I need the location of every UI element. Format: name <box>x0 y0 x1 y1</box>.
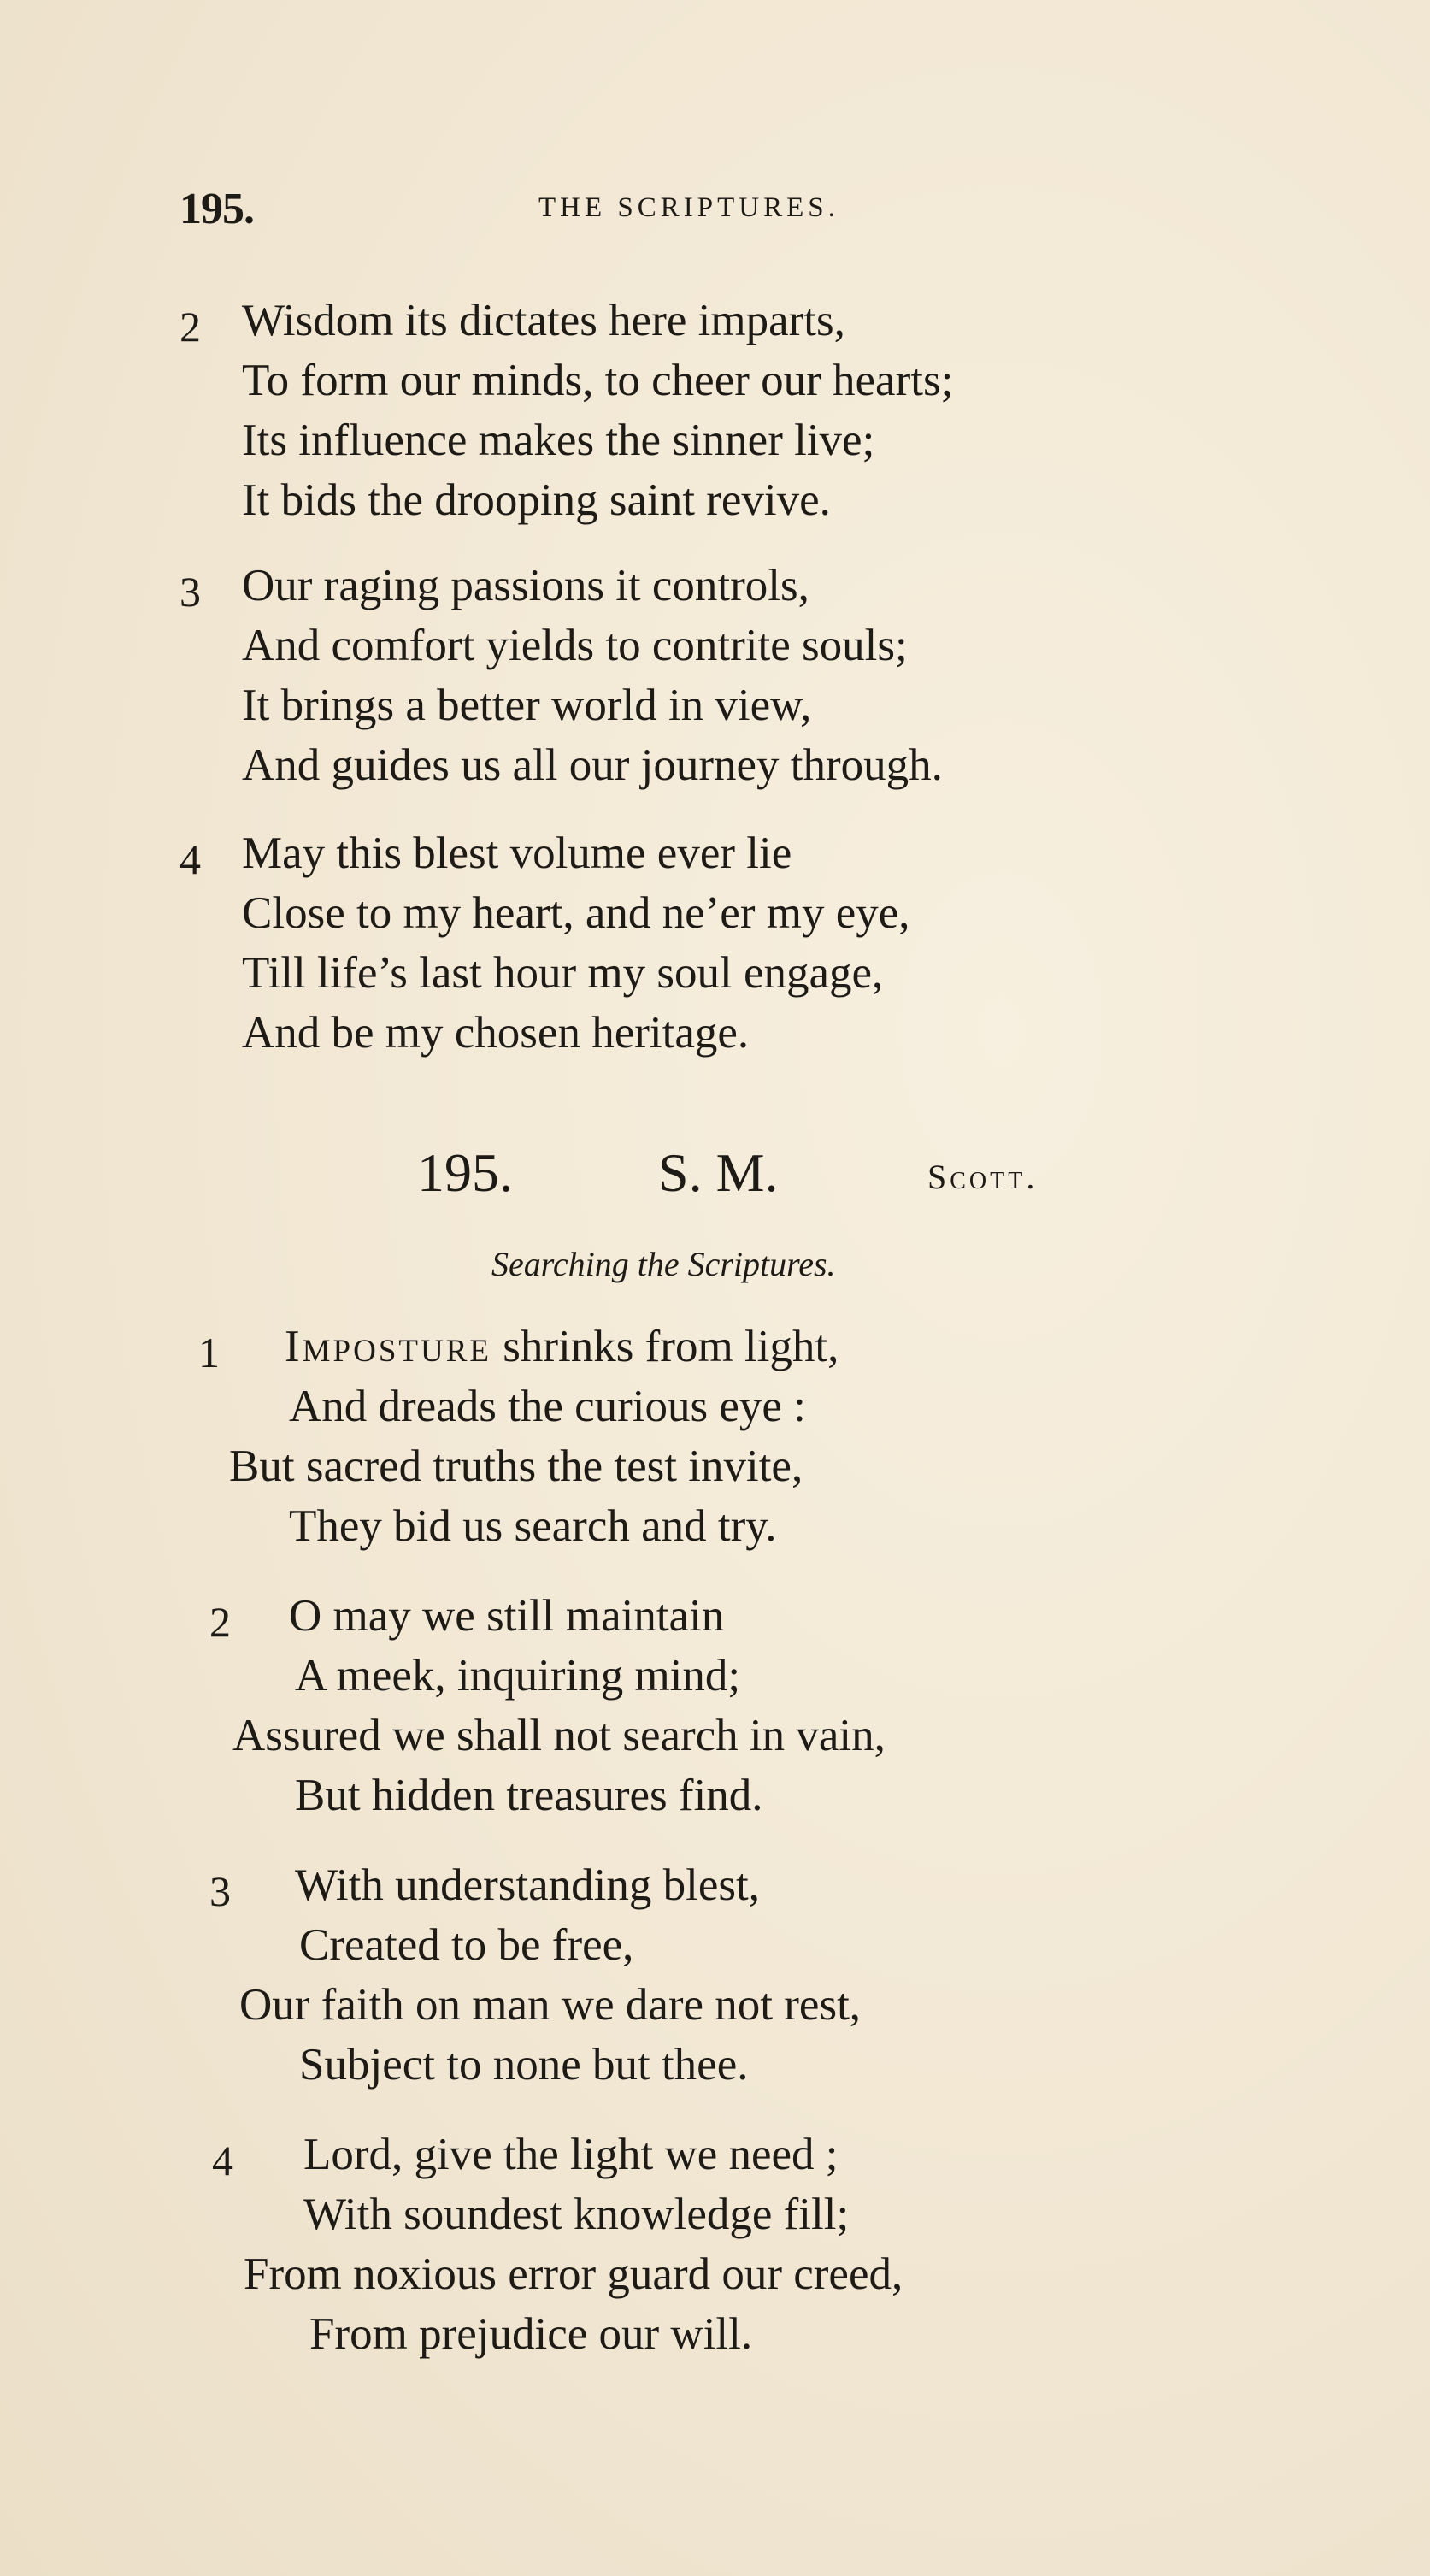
verse-number: 2 <box>179 303 201 351</box>
verse-number: 3 <box>209 1867 231 1915</box>
verse-line: Our faith on man we dare not rest, <box>239 1980 862 2030</box>
verse-line: Its influence makes the sinner live; <box>242 416 875 465</box>
verse-line: Lord, give the light we need ; <box>303 2130 839 2179</box>
verse-number: 1 <box>198 1329 220 1376</box>
verse-line <box>285 1321 839 1372</box>
verse-line: To form our minds, to cheer our hearts; <box>242 356 954 405</box>
verse-line: Our raging passions it controls, <box>242 561 809 610</box>
verse-line: They bid us search and try. <box>289 1501 777 1551</box>
verse-line: Assured we shall not search in vain, <box>232 1711 886 1760</box>
verse-line: With understanding blest, <box>295 1860 760 1910</box>
verse-line: May this blest volume ever lie <box>242 828 792 878</box>
verse-number: 4 <box>179 835 201 883</box>
verse-line: A meek, inquiring mind; <box>295 1651 741 1701</box>
running-title: THE SCRIPTURES. <box>538 192 839 223</box>
hymn-meter: S. M. <box>658 1142 779 1203</box>
verse-line: And comfort yields to contrite souls; <box>242 621 908 670</box>
verse-line: Till life’s last hour my soul engage, <box>242 948 884 998</box>
page-number: 195. <box>179 185 254 233</box>
verse-line: And guides us all our journey through. <box>242 740 943 790</box>
verse-number: 3 <box>179 568 201 616</box>
first-word: Imposture <box>285 1322 492 1371</box>
verse-line: Created to be free, <box>299 1920 634 1970</box>
verse-line: Subject to none but thee. <box>299 2040 749 2090</box>
hymn-author: Scott. <box>927 1158 1039 1196</box>
verse-line: And dreads the curious eye : <box>289 1382 806 1431</box>
hymn-number: 195. <box>417 1142 513 1203</box>
hymn-heading <box>0 1141 1430 1218</box>
line-text: shrinks from light, <box>491 1322 839 1371</box>
verse-line: And be my chosen heritage. <box>242 1008 750 1058</box>
verse-number: 2 <box>209 1598 231 1646</box>
verse-line: From prejudice our will. <box>309 2309 753 2359</box>
verse-line: Close to my heart, and ne’er my eye, <box>242 888 910 938</box>
verse-line: From noxious error guard our creed, <box>244 2249 903 2299</box>
hymn-subtitle: Searching the Scriptures. <box>491 1245 836 1283</box>
verse-line: It bids the drooping saint revive. <box>242 475 831 525</box>
verse-line: But sacred truths the test invite, <box>229 1441 803 1491</box>
verse-number: 4 <box>212 2137 233 2184</box>
page-header <box>179 184 1256 235</box>
verse-line: But hidden treasures find. <box>295 1771 763 1820</box>
verse-line: O may we still maintain <box>289 1591 725 1641</box>
verse-line: With soundest knowledge fill; <box>303 2190 850 2239</box>
verse-line: It brings a better world in view, <box>242 681 812 730</box>
verse-line: Wisdom its dictates here imparts, <box>242 296 845 345</box>
